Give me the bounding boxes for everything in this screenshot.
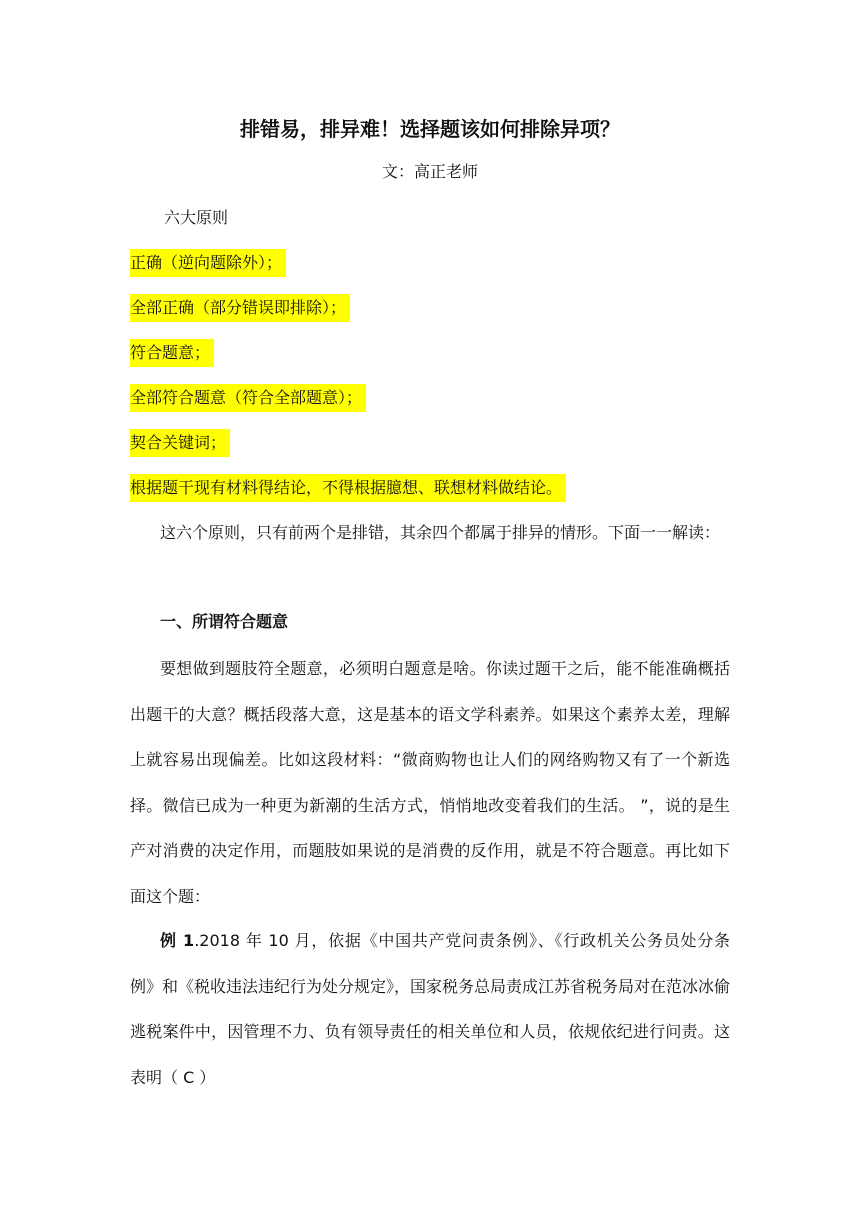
principle-item-1: 正确（逆向题除外）；	[130, 249, 286, 277]
intro-paragraph: 这六个原则，只有前两个是排错，其余四个都属于排异的情形。下面一一解读：	[160, 523, 721, 542]
author-line: 文：高正老师	[381, 162, 478, 181]
example-text: .2018 年 10 月，依据《中国共产党问责条例》、《行政机关公务员处分条例》和《税收违法违纪行为处分规定》，国家税务总局责成江苏省税务局对在范冰冰偷逃税案件中，因管理不力、负有领导责任的相关单位和人员，依规依纪进行问责。这表明（ C ）	[130, 931, 731, 1087]
principle-item-2: 全部正确（部分错误即排除）；	[130, 294, 350, 322]
principle-item-4: 全部符合题意（符合全部题意）；	[130, 384, 366, 412]
example-label: 例 1	[160, 931, 195, 950]
example-paragraph	[130, 918, 730, 1100]
section-heading: 一、所谓符合题意	[160, 612, 289, 631]
principles-heading: 六大原则	[164, 208, 229, 227]
principle-item-3: 符合题意；	[130, 339, 214, 367]
principle-item-5: 契合关键词；	[130, 429, 230, 457]
principle-item-6: 根据题干现有材料得结论，不得根据臆想、联想材料做结论。	[130, 474, 566, 502]
document-title: 排错易，排异难！选择题该如何排除异项？	[240, 117, 620, 141]
section-paragraph: 要想做到题肢符全题意，必须明白题意是啥。你读过题干之后，能不能准确概括出题干的大意？概括段落大意，这是基本的语文学科素养。如果这个素养太差，理解上就容易出现偏差。比如这段材料：“微商购物也让人们的网络购物又有了一个新选择。微信已成为一种更为新潮的生活方式，悄悄地改变着我们的生活。 ”，说的是生产对消费的决定作用，而题肢如果说的是消费的反作用，就是不符合题意。再比如下面这个题：	[130, 659, 730, 906]
